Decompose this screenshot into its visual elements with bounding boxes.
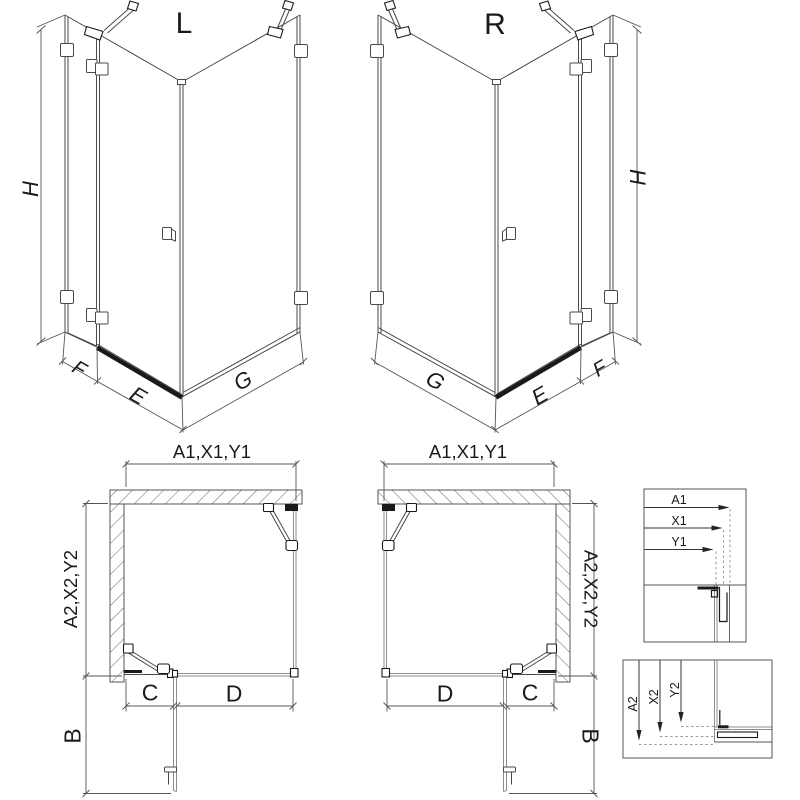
plan-left-depth-label: A2,X2,Y2	[59, 549, 81, 629]
iso-right-f-label: F	[589, 356, 611, 382]
plan-right-depth-label: A2,X2,Y2	[580, 549, 602, 629]
detail-depth-a2-label: A2	[625, 696, 640, 712]
iso-left-g-label: G	[229, 365, 257, 396]
detail-depth-x2-label: X2	[646, 689, 661, 705]
plan-left-b-label: B	[59, 728, 86, 744]
plan-right-width-label: A1,X1,Y1	[428, 440, 508, 462]
plan-view-right	[378, 461, 602, 798]
plan-right-d-label: D	[436, 680, 454, 707]
iso-right-e-label: E	[527, 381, 553, 411]
iso-left-title: L	[175, 7, 193, 40]
plan-left-d-label: D	[225, 680, 243, 707]
detail-width-x1-label: X1	[671, 513, 687, 528]
detail-width-y1-label: Y1	[671, 534, 687, 549]
iso-left-height-label: H	[18, 181, 43, 197]
plan-left-c-label: C	[141, 679, 159, 706]
plan-view-left	[83, 461, 303, 798]
detail-box-depth	[623, 660, 772, 758]
plan-left-width-label: A1,X1,Y1	[172, 440, 252, 462]
detail-depth-y2-label: Y2	[667, 682, 682, 698]
plan-right-c-label: C	[521, 679, 539, 706]
iso-left-e-label: E	[125, 381, 151, 411]
iso-left-f-label: F	[68, 356, 90, 382]
iso-right-height-label: H	[625, 169, 650, 185]
detail-width-a1-label: A1	[671, 492, 687, 507]
iso-right-title: R	[484, 8, 506, 41]
plan-right-b-label: B	[577, 728, 604, 744]
detail-box-width	[644, 489, 746, 642]
iso-right-g-label: G	[421, 365, 449, 396]
